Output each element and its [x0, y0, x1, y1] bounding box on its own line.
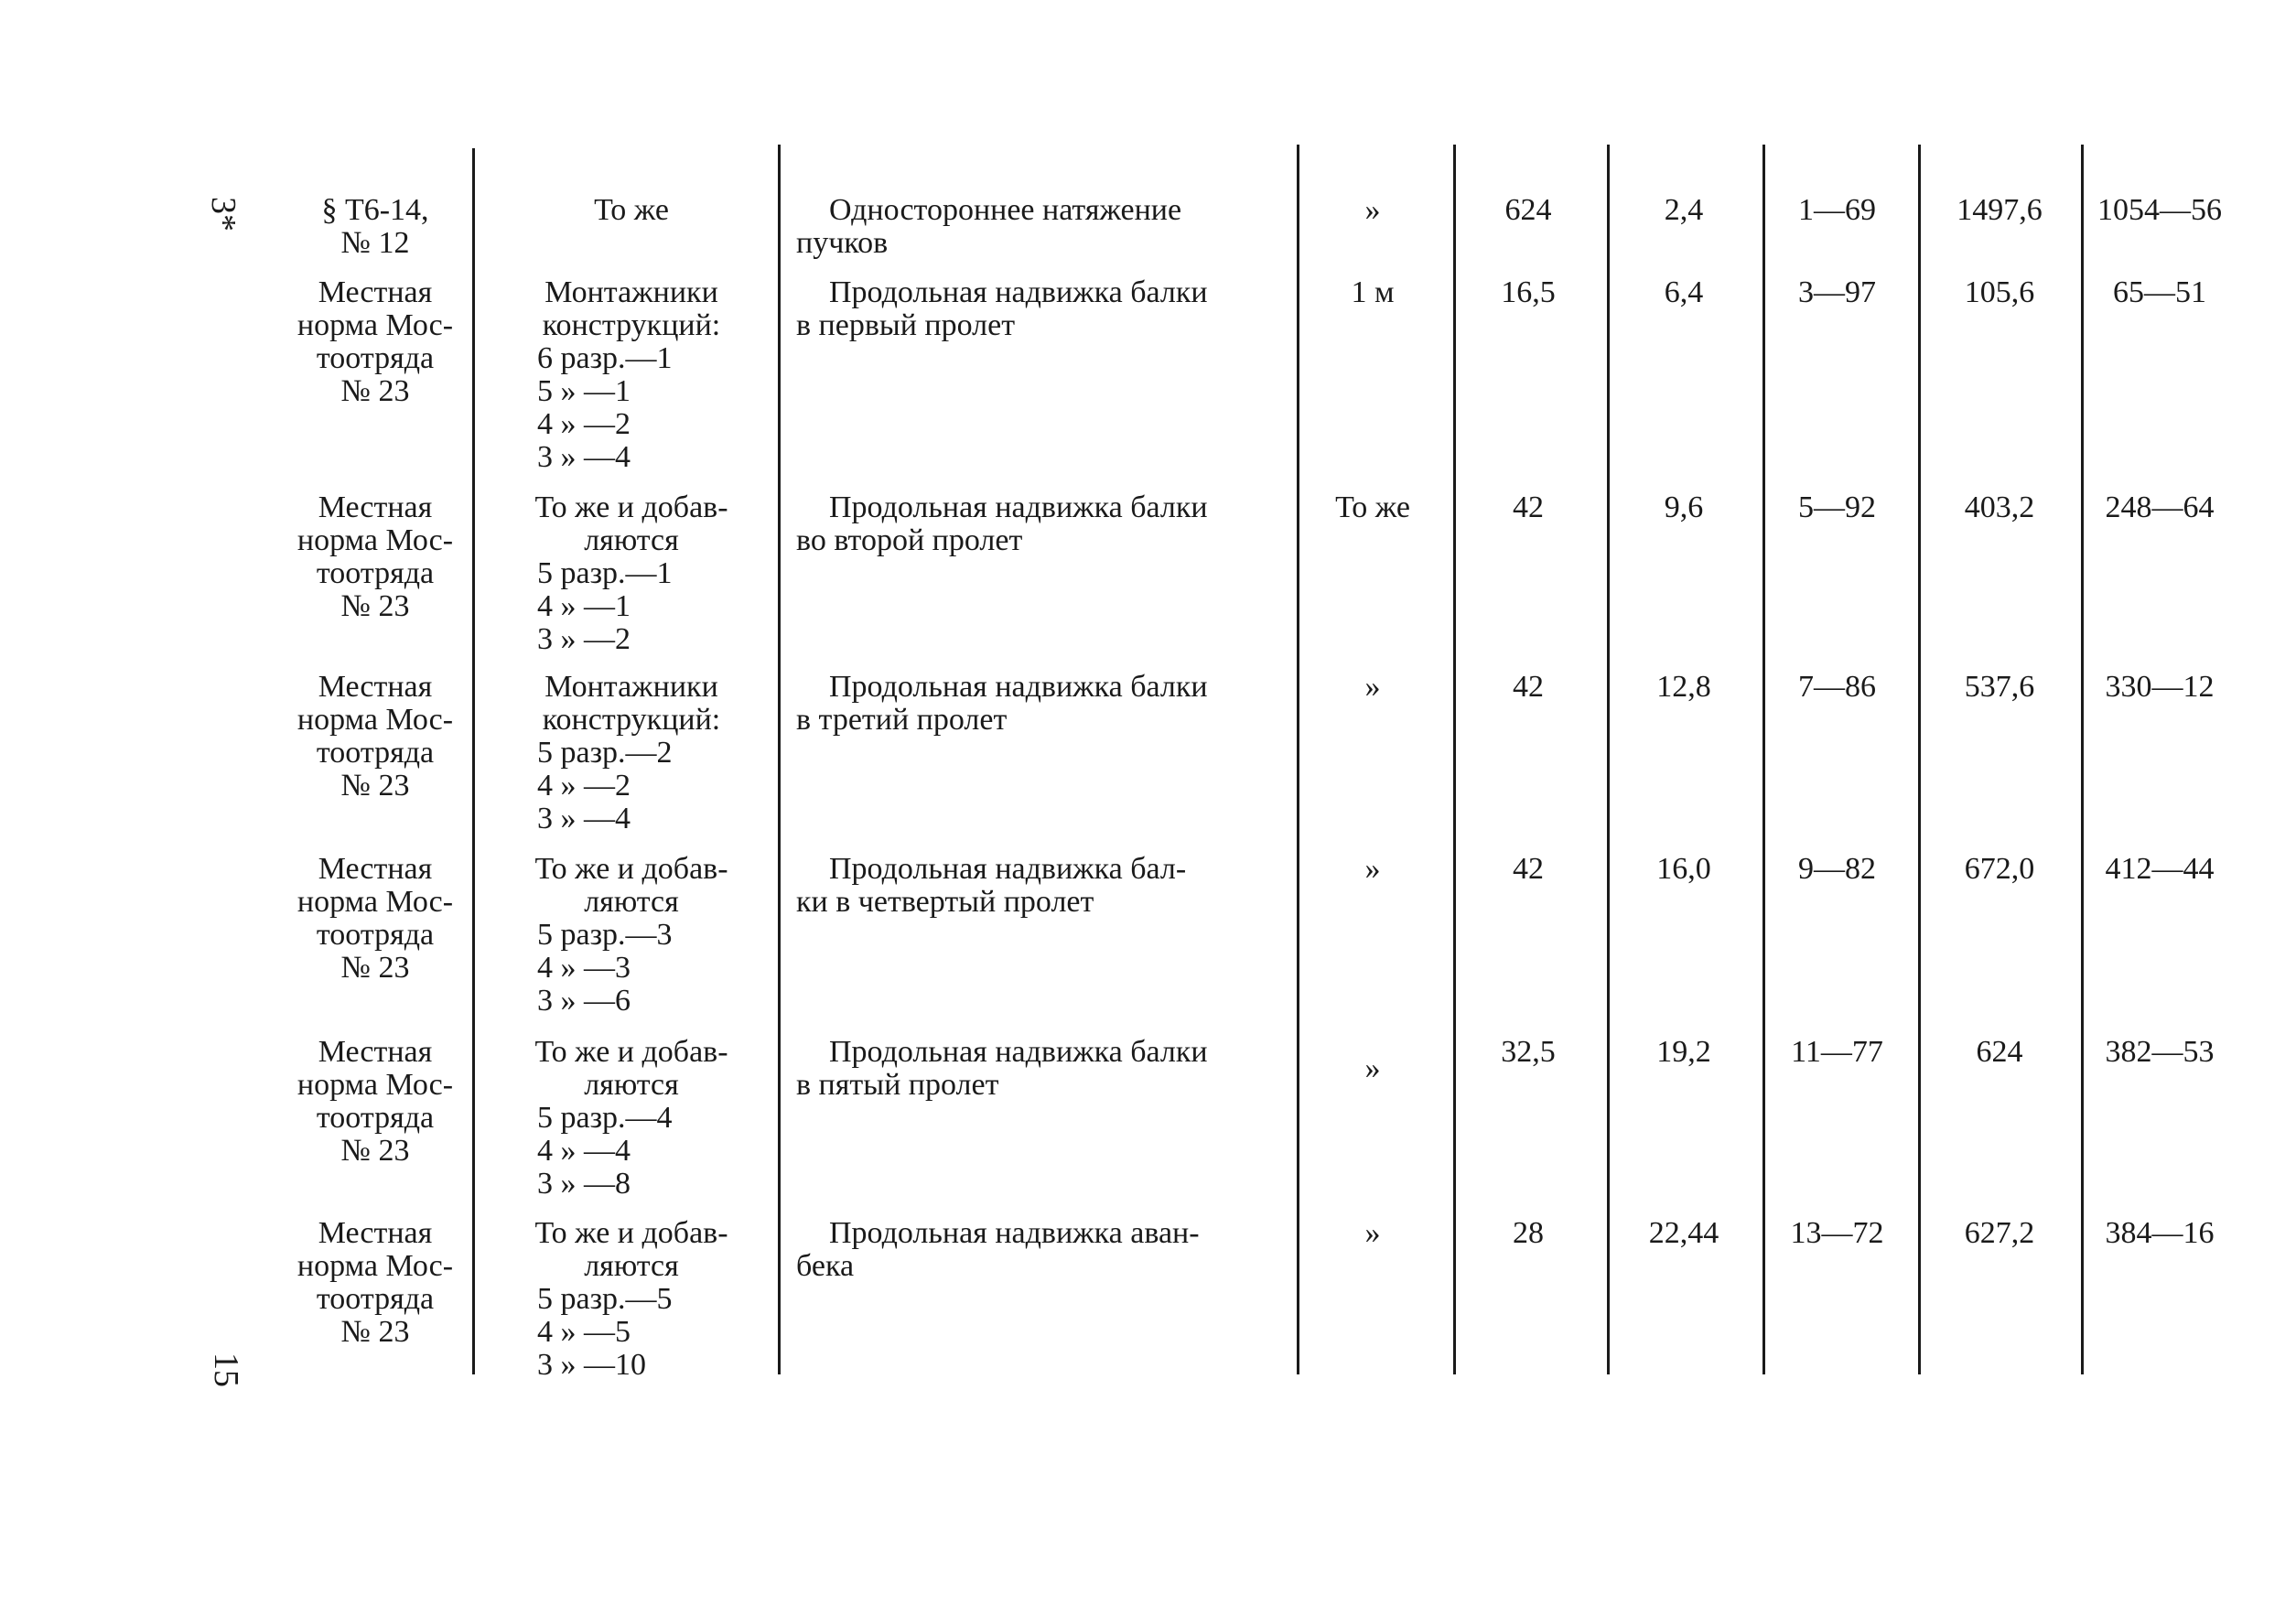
crew-line: 5 разр.—1: [537, 556, 673, 590]
qty-cell: 28: [1513, 1216, 1544, 1250]
desc-line: [796, 853, 1290, 886]
crew-line: Монтажники: [544, 670, 718, 704]
norm-cell: [247, 1217, 503, 1349]
desc-line: в первый пролет: [796, 308, 1016, 342]
norm-cell: [247, 1036, 503, 1168]
norm-line: № 23: [340, 1315, 410, 1349]
crew-line: То же и добав-: [534, 1216, 728, 1250]
norm-line: № 23: [340, 1134, 410, 1168]
crew-line: ляются: [584, 885, 679, 919]
qty-cell: 624: [1504, 193, 1552, 227]
norm-line: № 23: [340, 589, 410, 623]
norm-line: норма Мос-: [296, 885, 454, 919]
norm-line: тоотряда: [316, 1101, 435, 1135]
norm-line: норма Мос-: [296, 308, 454, 342]
crew-line: 4 » —2: [537, 769, 631, 803]
norm-line: № 23: [340, 769, 410, 803]
crew-line: 4 » —5: [537, 1315, 631, 1349]
norm-line: № 23: [340, 951, 410, 985]
desc-line: ки в четвертый пролет: [796, 885, 1094, 919]
crew-line: Монтажники: [544, 275, 718, 309]
labor-cell: 627,2: [1964, 1216, 2035, 1250]
labor-cell: 105,6: [1964, 275, 2035, 309]
column-rule: [1297, 145, 1299, 1374]
labor-cell: 1497,6: [1956, 193, 2043, 227]
column-rule: [1453, 145, 1456, 1374]
qty-cell: 42: [1513, 490, 1544, 524]
rate-cell: 16,0: [1656, 852, 1711, 886]
desc-line: в третий пролет: [796, 703, 1008, 737]
price-cell: 11—77: [1791, 1035, 1883, 1069]
desc-line: во второй пролет: [796, 523, 1023, 557]
cost-cell: 330—12: [2105, 670, 2215, 704]
crew-cell: [480, 1036, 782, 1201]
norm-cell: [247, 276, 503, 408]
qty-cell: 42: [1513, 852, 1544, 886]
desc-cell: [796, 194, 1290, 260]
cost-cell: 65—51: [2113, 275, 2206, 309]
desc-line: Продольная надвижка балки: [829, 490, 1208, 524]
signature-mark: 3*: [204, 197, 243, 232]
desc-line: Продольная надвижка балки: [829, 670, 1208, 704]
cost-cell: 412—44: [2105, 852, 2215, 886]
desc-text: Одностороннее натяжение: [829, 193, 1182, 227]
desc-line: [796, 194, 1290, 227]
desc-line: [796, 1217, 1290, 1250]
crew-line: 3 » —8: [537, 1167, 631, 1201]
norm-line: Местная: [318, 1035, 433, 1069]
norm-line: Местная: [318, 670, 433, 704]
norm-line: № 12: [340, 226, 410, 260]
desc-text: Продольная надвижка бал-: [829, 852, 1187, 886]
cost-cell: 248—64: [2105, 490, 2215, 524]
crew-cell: [480, 194, 782, 227]
unit-cell: »: [1364, 1051, 1381, 1085]
crew-line: 3 » —4: [537, 802, 631, 835]
crew-cell: [480, 276, 782, 474]
unit-cell: 1 м: [1351, 275, 1395, 309]
crew-line: 5 разр.—4: [537, 1101, 673, 1135]
norm-cell: [247, 853, 503, 985]
norm-line: тоотряда: [316, 736, 435, 770]
crew-line: 5 » —1: [537, 374, 631, 408]
unit-cell: »: [1364, 193, 1381, 227]
crew-line: 5 разр.—2: [537, 736, 673, 770]
labor-cell: 672,0: [1964, 852, 2035, 886]
desc-line: пучков: [796, 226, 889, 260]
crew-line: 4 » —4: [537, 1134, 631, 1168]
crew-line: 3 » —4: [537, 440, 631, 474]
rate-cell: 6,4: [1664, 275, 1704, 309]
cost-cell: 382—53: [2105, 1035, 2215, 1069]
column-rule: [1607, 145, 1610, 1374]
norm-line: § Т6-14,: [321, 193, 429, 227]
norm-line: № 23: [340, 374, 410, 408]
crew-line: 4 » —3: [537, 951, 631, 985]
crew-cell: [480, 491, 782, 656]
desc-line: Продольная надвижка балки: [829, 1035, 1208, 1069]
unit-cell: »: [1364, 670, 1381, 704]
crew-line: конструкций:: [542, 308, 721, 342]
crew-cell: [480, 671, 782, 835]
crew-line: 3 » —10: [537, 1348, 646, 1382]
crew-line: ляются: [584, 1249, 679, 1283]
qty-cell: 32,5: [1501, 1035, 1556, 1069]
norm-line: Местная: [318, 490, 433, 524]
rate-cell: 9,6: [1664, 490, 1704, 524]
price-cell: 5—92: [1798, 490, 1876, 524]
cost-cell: 1054—56: [2097, 193, 2222, 227]
qty-cell: 16,5: [1501, 275, 1556, 309]
norm-cell: [247, 491, 503, 623]
crew-line: 4 » —1: [537, 589, 631, 623]
crew-line: 4 » —2: [537, 407, 631, 441]
unit-cell: То же: [1335, 490, 1410, 524]
rate-cell: 12,8: [1656, 670, 1711, 704]
labor-cell: 537,6: [1964, 670, 2035, 704]
desc-cell: [796, 276, 1290, 342]
rate-cell: 19,2: [1656, 1035, 1711, 1069]
rate-cell: 22,44: [1648, 1216, 1719, 1250]
crew-line: То же: [594, 193, 669, 227]
norm-cell: [247, 671, 503, 803]
norm-line: тоотряда: [316, 556, 435, 590]
rate-cell: 2,4: [1664, 193, 1704, 227]
page-number: 15: [207, 1352, 245, 1387]
norm-line: тоотряда: [316, 341, 435, 375]
labor-cell: 624: [1976, 1035, 2023, 1069]
crew-line: 6 разр.—1: [537, 341, 673, 375]
crew-line: конструкций:: [542, 703, 721, 737]
unit-cell: »: [1364, 852, 1381, 886]
norm-cell: [247, 194, 503, 260]
crew-line: 5 разр.—3: [537, 918, 673, 952]
norm-line: норма Мос-: [296, 1249, 454, 1283]
norm-line: Местная: [318, 1216, 433, 1250]
norm-line: норма Мос-: [296, 703, 454, 737]
norm-line: тоотряда: [316, 918, 435, 952]
crew-cell: [480, 1217, 782, 1382]
price-cell: 9—82: [1798, 852, 1876, 886]
crew-line: 5 разр.—5: [537, 1282, 673, 1316]
price-cell: 13—72: [1790, 1216, 1884, 1250]
column-rule: [1762, 145, 1765, 1374]
norm-line: норма Мос-: [296, 523, 454, 557]
norm-line: Местная: [318, 275, 433, 309]
labor-cell: 403,2: [1964, 490, 2035, 524]
crew-line: То же и добав-: [534, 852, 728, 886]
crew-cell: [480, 853, 782, 1018]
desc-line: Продольная надвижка балки: [829, 275, 1208, 309]
crew-line: То же и добав-: [534, 1035, 728, 1069]
desc-text: Продольная надвижка аван-: [829, 1216, 1200, 1250]
qty-cell: 42: [1513, 670, 1544, 704]
desc-cell: [796, 491, 1290, 557]
crew-line: ляются: [584, 523, 679, 557]
crew-line: ляются: [584, 1068, 679, 1102]
norm-line: норма Мос-: [296, 1068, 454, 1102]
cost-cell: 384—16: [2105, 1216, 2215, 1250]
price-cell: 7—86: [1798, 670, 1876, 704]
price-cell: 3—97: [1798, 275, 1876, 309]
desc-cell: [796, 1036, 1290, 1102]
desc-cell: [796, 853, 1290, 919]
norm-line: Местная: [318, 852, 433, 886]
desc-line: бека: [796, 1249, 855, 1283]
desc-cell: [796, 1217, 1290, 1283]
crew-line: 3 » —2: [537, 622, 631, 656]
norm-line: тоотряда: [316, 1282, 435, 1316]
unit-cell: »: [1364, 1216, 1381, 1250]
column-rule: [1918, 145, 1921, 1374]
desc-line: в пятый пролет: [796, 1068, 999, 1102]
column-rule: [2081, 145, 2084, 1374]
desc-cell: [796, 671, 1290, 737]
crew-line: То же и добав-: [534, 490, 728, 524]
crew-line: 3 » —6: [537, 984, 631, 1018]
price-cell: 1—69: [1798, 193, 1876, 227]
